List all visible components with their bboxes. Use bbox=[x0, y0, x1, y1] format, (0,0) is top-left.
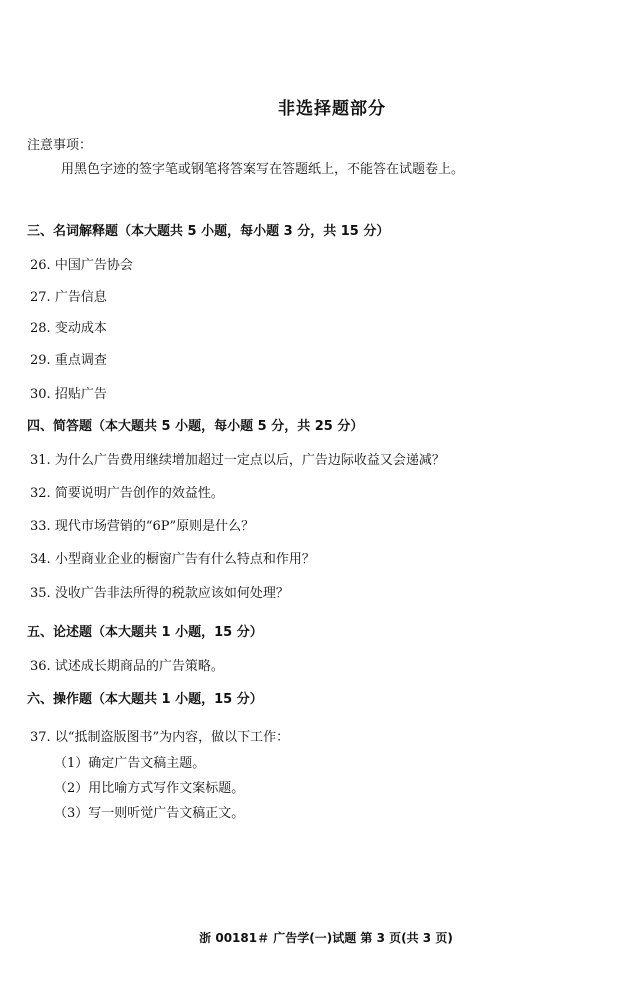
section-heading-4 bbox=[27, 415, 363, 434]
question-text: 没收广告非法所得的税款应该如何处理？ bbox=[54, 586, 289, 601]
question-29 bbox=[30, 349, 107, 368]
question-number: 28. bbox=[30, 321, 51, 336]
notice-text: 用黑色字迹的签字笔或钢笔将答案写在答题纸上，不能答在试题卷上。 bbox=[61, 162, 465, 177]
question-37 bbox=[30, 726, 289, 745]
question-text: 招贴广告 bbox=[54, 387, 107, 402]
question-28 bbox=[30, 317, 107, 336]
question-number: 27. bbox=[30, 290, 51, 305]
section-title: 五、论述题 bbox=[27, 625, 93, 640]
question-27 bbox=[30, 286, 107, 305]
question-30 bbox=[30, 383, 107, 402]
question-number: 37. bbox=[30, 730, 51, 745]
section-heading-3 bbox=[27, 220, 389, 239]
question-text: 以“抵制盗版图书”为内容，做以下工作： bbox=[54, 730, 290, 745]
question-text: 中国广告协会 bbox=[54, 258, 133, 273]
section-heading-5 bbox=[27, 621, 263, 640]
section-title: 四、简答题 bbox=[27, 419, 93, 434]
section-detail: （本大题共 1 小题，15 分） bbox=[92, 625, 263, 640]
question-number: 33. bbox=[30, 519, 51, 534]
question-number: 35. bbox=[30, 586, 51, 601]
question-35 bbox=[30, 582, 289, 601]
question-text: 现代市场营销的“6P”原则是什么？ bbox=[54, 519, 255, 534]
question-26 bbox=[30, 254, 133, 273]
section-title: 六、操作题 bbox=[27, 692, 93, 707]
question-text: 试述成长期商品的广告策略。 bbox=[54, 659, 224, 674]
question-text: 简要说明广告创作的效益性。 bbox=[54, 486, 224, 501]
question-32 bbox=[30, 482, 224, 501]
section-detail: （本大题共 1 小题，15 分） bbox=[92, 692, 263, 707]
question-36 bbox=[30, 655, 224, 674]
question-number: 30. bbox=[30, 387, 51, 402]
question-number: 34. bbox=[30, 552, 51, 567]
question-34 bbox=[30, 548, 315, 567]
notice-label: 注意事项： bbox=[27, 138, 93, 153]
sub-question-1: （1）确定广告文稿主题。 bbox=[54, 756, 206, 771]
question-text: 小型商业企业的橱窗广告有什么特点和作用？ bbox=[54, 552, 315, 567]
question-number: 29. bbox=[30, 353, 51, 368]
sub-question-2: （2）用比喻方式写作文案标题。 bbox=[54, 781, 245, 796]
page-title: 非选择题部分 bbox=[278, 99, 386, 119]
page-footer: 浙 00181＃ 广告学(一)试题 第 3 页(共 3 页) bbox=[199, 931, 453, 945]
question-number: 31. bbox=[30, 453, 51, 468]
section-detail: （本大题共 5 小题，每小题 5 分，共 25 分） bbox=[92, 419, 364, 434]
question-text: 重点调查 bbox=[54, 353, 107, 368]
section-heading-6 bbox=[27, 688, 263, 707]
sub-question-3: （3）写一则听觉广告文稿正文。 bbox=[54, 806, 245, 821]
section-title: 三、名词解释题 bbox=[27, 224, 119, 239]
question-number: 26. bbox=[30, 258, 51, 273]
question-33 bbox=[30, 515, 254, 534]
question-text: 变动成本 bbox=[54, 321, 107, 336]
section-detail: （本大题共 5 小题，每小题 3 分，共 15 分） bbox=[118, 224, 390, 239]
question-number: 32. bbox=[30, 486, 51, 501]
question-text: 为什么广告费用继续增加超过一定点以后，广告边际收益又会递减？ bbox=[54, 453, 445, 468]
question-number: 36. bbox=[30, 659, 51, 674]
question-text: 广告信息 bbox=[54, 290, 107, 305]
question-31 bbox=[30, 449, 445, 468]
